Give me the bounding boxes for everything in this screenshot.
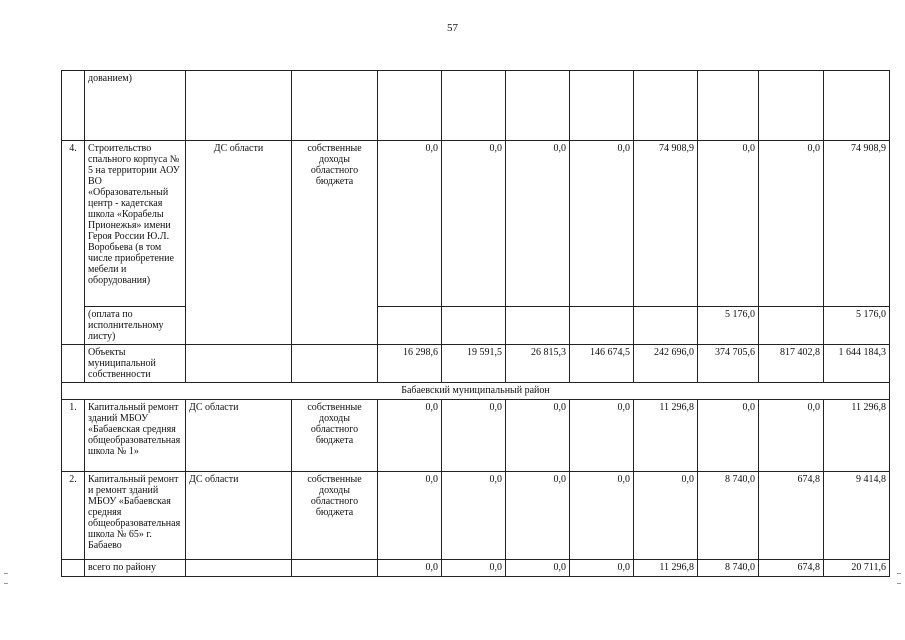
table-row-region-2 bbox=[62, 472, 890, 560]
value-cell: 0,0 bbox=[698, 400, 759, 472]
table-row-region-1 bbox=[62, 400, 890, 472]
value-cell: 8 740,0 bbox=[698, 560, 759, 577]
value-cell: 11 296,8 bbox=[634, 560, 698, 577]
value-cell: 0,0 bbox=[634, 472, 698, 560]
value-cell: 1 644 184,3 bbox=[824, 345, 890, 383]
row-index: 2. bbox=[62, 472, 85, 560]
value-cell: 0,0 bbox=[698, 141, 759, 307]
value-cell: 0,0 bbox=[378, 560, 442, 577]
table-row-continuation bbox=[62, 71, 890, 141]
object-name-cell: Строительство спального корпуса № 5 на территории АОУ ВО «Образовательный центр - кадетская школа «Корабелы Прионежья» имени Героя России Ю.Л. Воробьева (в том числе приобретение мебели и оборудования) bbox=[85, 141, 186, 307]
value-cell: 9 414,8 bbox=[824, 472, 890, 560]
value-cell: 817 402,8 bbox=[759, 345, 824, 383]
value-cell bbox=[378, 307, 442, 345]
object-name-cell: Капитальный ремонт зданий МБОУ «Бабаевская средняя общеобразовательная школа № 1» bbox=[85, 400, 186, 472]
value-cell bbox=[506, 307, 570, 345]
value-cell: 374 705,6 bbox=[698, 345, 759, 383]
row-index: 1. bbox=[62, 400, 85, 472]
value-cell: 674,8 bbox=[759, 560, 824, 577]
value-cell bbox=[442, 307, 506, 345]
value-cell: 11 296,8 bbox=[824, 400, 890, 472]
page-number: 57 bbox=[447, 22, 458, 34]
source-cell: собственные доходы областного бюджета bbox=[292, 141, 378, 345]
value-cell bbox=[759, 307, 824, 345]
value-cell bbox=[570, 307, 634, 345]
customer-cell: ДС области bbox=[186, 400, 292, 472]
value-cell: 26 815,3 bbox=[506, 345, 570, 383]
value-cell: 0,0 bbox=[506, 400, 570, 472]
index-cell bbox=[62, 71, 85, 141]
table-row-municipal-total bbox=[62, 345, 890, 383]
region-header: Бабаевский муниципальный район bbox=[62, 383, 890, 400]
value-cell: 0,0 bbox=[570, 400, 634, 472]
budget-table bbox=[61, 70, 890, 577]
scan-edge-mark bbox=[897, 573, 901, 574]
value-cell: 0,0 bbox=[442, 141, 506, 307]
value-cell: 0,0 bbox=[759, 400, 824, 472]
value-cell: 5 176,0 bbox=[698, 307, 759, 345]
value-cell: 16 298,6 bbox=[378, 345, 442, 383]
value-cell: 0,0 bbox=[570, 560, 634, 577]
value-cell: 0,0 bbox=[506, 560, 570, 577]
value-cell: 242 696,0 bbox=[634, 345, 698, 383]
value-cell: 674,8 bbox=[759, 472, 824, 560]
value-cell: 0,0 bbox=[442, 472, 506, 560]
source-cell: собственные доходы областного бюджета bbox=[292, 400, 378, 472]
value-cell: 0,0 bbox=[759, 141, 824, 307]
object-name-cell: всего по району bbox=[85, 560, 186, 577]
value-cell: 0,0 bbox=[378, 472, 442, 560]
value-cell: 20 711,6 bbox=[824, 560, 890, 577]
value-cell: 0,0 bbox=[442, 560, 506, 577]
region-header-row bbox=[62, 383, 890, 400]
value-cell: 0,0 bbox=[378, 141, 442, 307]
value-cell: 0,0 bbox=[506, 141, 570, 307]
value-cell: 0,0 bbox=[506, 472, 570, 560]
value-cell: 146 674,5 bbox=[570, 345, 634, 383]
value-cell: 0,0 bbox=[442, 400, 506, 472]
value-cell: 11 296,8 bbox=[634, 400, 698, 472]
object-name-cell: Капитальный ремонт и ремонт зданий МБОУ «Бабаевская средняя общеобразовательная школа № 65» г. Бабаево bbox=[85, 472, 186, 560]
value-cell: 8 740,0 bbox=[698, 472, 759, 560]
value-cell: 0,0 bbox=[378, 400, 442, 472]
object-name-cell: (оплата по исполнительному листу) bbox=[85, 307, 186, 345]
customer-cell: ДС области bbox=[186, 472, 292, 560]
scan-edge-mark bbox=[4, 573, 8, 574]
scan-edge-mark bbox=[4, 583, 8, 584]
value-cell: 19 591,5 bbox=[442, 345, 506, 383]
value-cell: 0,0 bbox=[570, 472, 634, 560]
value-cell: 0,0 bbox=[570, 141, 634, 307]
table-row-region-total bbox=[62, 560, 890, 577]
row-index: 4. bbox=[62, 141, 85, 345]
scan-edge-mark bbox=[897, 583, 901, 584]
value-cell: 74 908,9 bbox=[824, 141, 890, 307]
table-row-4 bbox=[62, 141, 890, 307]
object-name-cell: Объекты муниципальной собственности bbox=[85, 345, 186, 383]
object-name-cell: дованием) bbox=[85, 71, 186, 141]
source-cell: собственные доходы областного бюджета bbox=[292, 472, 378, 560]
customer-cell: ДС области bbox=[186, 141, 292, 345]
value-cell: 74 908,9 bbox=[634, 141, 698, 307]
value-cell: 5 176,0 bbox=[824, 307, 890, 345]
value-cell bbox=[634, 307, 698, 345]
